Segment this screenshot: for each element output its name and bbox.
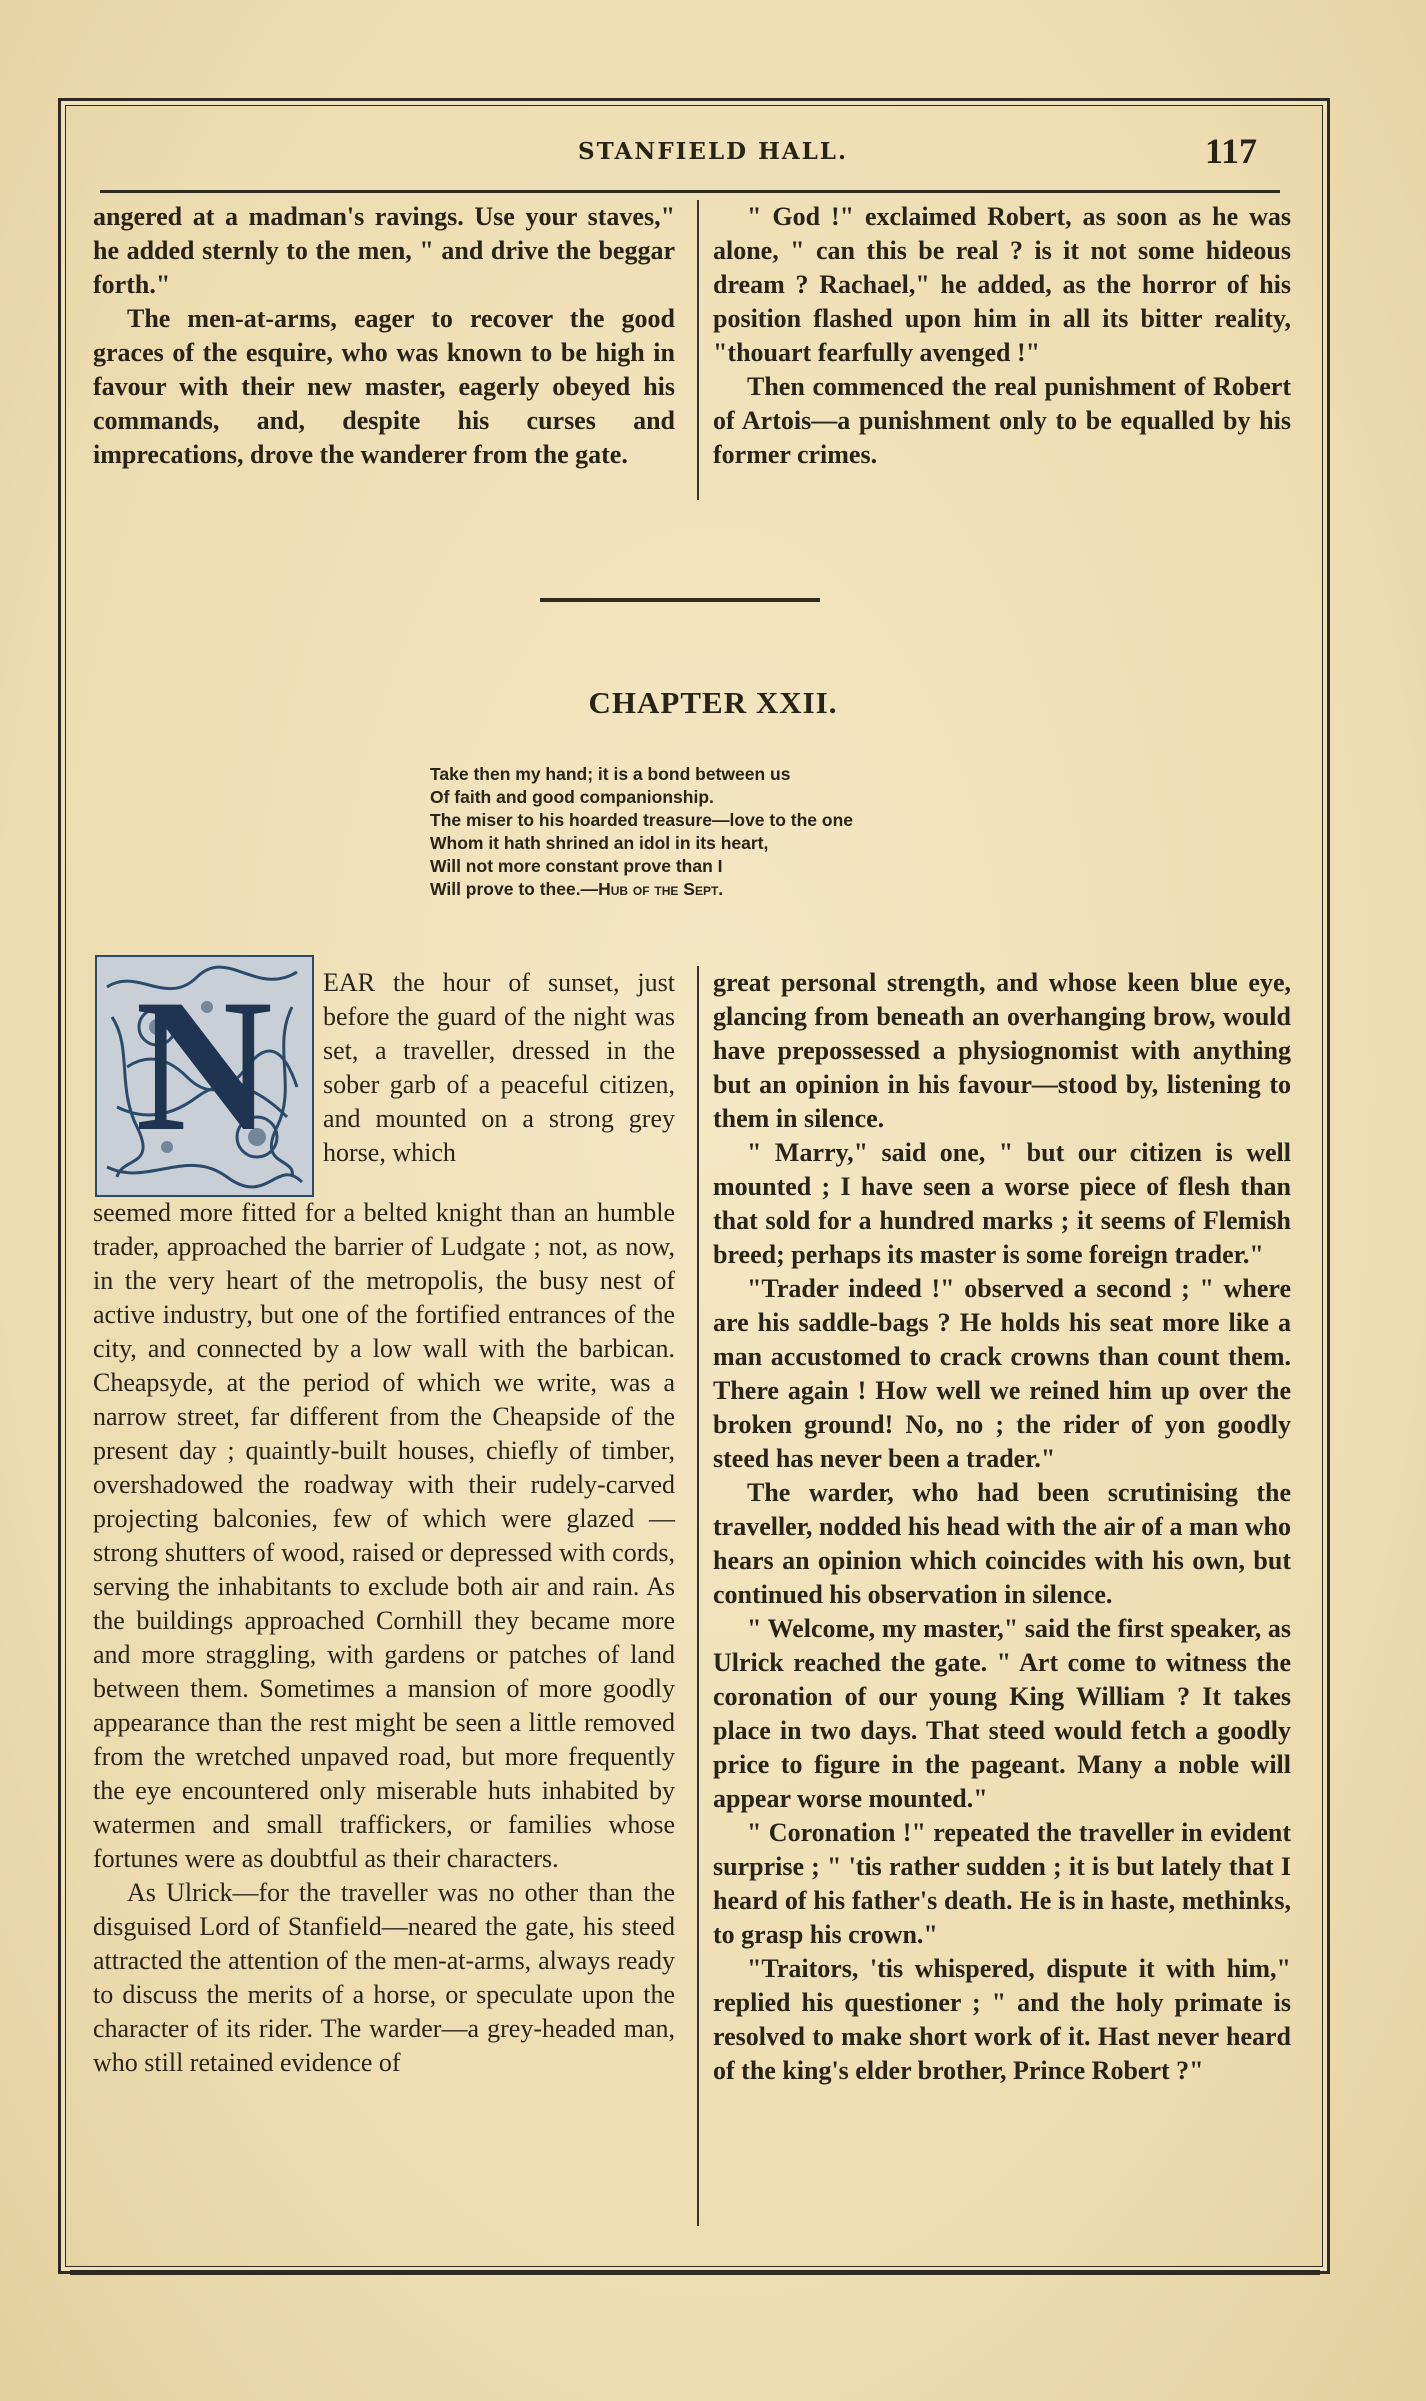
- paragraph: " Welcome, my master," said the first speaker, as Ulrick reached the gate. " Art come to witness the coronation of our young King William ? It takes place in two days. That steed would fetch a goodly price to figure in the pageant. Many a noble will appear worse mounted.": [713, 1614, 1291, 1813]
- chapter-title: CHAPTER XXII.: [588, 685, 838, 720]
- dropcap-paragraph: [93, 966, 675, 1196]
- paragraph: As Ulrick—for the traveller was no other than the disguised Lord of Stanfield—neared the gate, his steed attracted the attention of the men-at-arms, always ready to discuss the merits of a horse, or speculate upon the character of its rider. The warder—a grey-headed man, who still retained evidence of: [93, 1878, 675, 2077]
- paragraph: Then commenced the real punishment of Robert of Artois—a punishment only to be equalled by his former crimes.: [713, 372, 1291, 469]
- page-number: 117: [1205, 131, 1258, 171]
- paragraph: " Marry," said one, " but our citizen is well mounted ; I have seen a worse piece of flesh than that sold for a hundred marks ; it seems of Flemish breed; perhaps its master is some foreign trader.": [713, 1138, 1291, 1269]
- running-title: STANFIELD HALL.: [577, 138, 848, 165]
- epigraph-line: The miser to his hoarded treasure—love to the one: [430, 810, 854, 830]
- body-right-column: [697, 966, 1291, 2088]
- header-rule: [100, 190, 1280, 193]
- paragraph: "Trader indeed !" observed a second ; " where are his saddle-bags ? He holds his seat more like a man accustomed to crack crowns than count them. There again ! How well we reined him up over the broken ground! No, no ; the rider of yon goodly steed has never been a trader.": [713, 1274, 1291, 1473]
- epigraph-line: Take then my hand; it is a bond between us: [430, 764, 791, 784]
- top-right-column: [713, 200, 1291, 472]
- body-left-column: [93, 966, 675, 2080]
- paragraph: seemed more fitted for a belted knight than an humble trader, approached the barrier of Ludgate ; not, as now, in the very heart of the metropolis, the busy nest of active industry, but one of the fortified entrances of the city, and connected by a low wall with the barbican. Cheapsyde, at the period of which we write, was a narrow street, far different from the Cheapside of the present day ; quaintly-built houses, chiefly of timber, overshadowed the roadway with their rudely-carved projecting balconies, few of which were glazed —strong shutters of wood, raised or depressed with cords, serving the inhabitants to exclude both air and rain. As the buildings approached Cornhill they became more and more straggling, with gardens or patches of land between them. Sometimes a mansion of more goodly appearance than the rest might be seen a little removed from the wretched unpaved road, but more frequently the eye encountered only miserable huts inhabited by watermen and small traffickers, or families whose fortunes were as doubtful as their characters.: [93, 1198, 675, 1873]
- footer-rule: [70, 2270, 1320, 2275]
- paragraph: " Coronation !" repeated the traveller in evident surprise ; " 'tis rather sudden ; it is but lately that I heard of his father's death. He is in haste, methinks, to grasp his crown.": [713, 1818, 1291, 1949]
- section-rule: [540, 598, 820, 602]
- paragraph: The men-at-arms, eager to recover the good graces of the esquire, who was known to be high in favour with their new master, eagerly obeyed his commands, and, despite his curses and imprecations, drove the wanderer from the gate.: [93, 304, 675, 469]
- epigraph: [430, 763, 1070, 901]
- epigraph-line: Whom it hath shrined an idol in its heart,: [430, 833, 769, 853]
- epigraph-line: Of faith and good companionship.: [430, 787, 714, 807]
- dropcap-letter: N: [135, 961, 273, 1171]
- epigraph-last-line: [430, 878, 1070, 901]
- epigraph-source: Hub of the Sept.: [598, 879, 724, 899]
- paragraph: angered at a madman's ravings. Use your staves," he added sternly to the men, " and drive the beggar forth.": [93, 202, 675, 299]
- paragraph: great personal strength, and whose keen blue eye, glancing from beneath an overhanging brow, would have prepossessed a physiognomist with anything but an opinion in his favour—stood by, listening to them in silence.: [713, 968, 1291, 1133]
- paragraph: The warder, who had been scrutinising the traveller, nodded his head with the air of a man who hears an opinion which coincides with his own, but continued his observation in silence.: [713, 1478, 1291, 1609]
- epigraph-line: Will not more constant prove than I: [430, 856, 723, 876]
- column-divider: [697, 200, 699, 500]
- paragraph: " God !" exclaimed Robert, as soon as he was alone, " can this be real ? is it not some hideous dream ? Rachael," he added, as the horror of his position flashed upon him in all its bitter reality, "thouart fearfully avenged !": [713, 202, 1291, 367]
- paragraph-opening: EAR the hour of sunset, just before the guard of the night was set, a traveller, dressed in the sober garb of a peaceful citizen, and mounted on a strong grey horse, which: [323, 968, 675, 1167]
- paragraph: "Traitors, 'tis whispered, dispute it with him," replied his questioner ; " and the holy primate is resolved to make short work of it. Hast never heard of the king's elder brother, Prince Robert ?": [713, 1954, 1291, 2085]
- epigraph-line: Will prove to thee.—: [430, 879, 599, 899]
- top-left-column: [93, 200, 675, 472]
